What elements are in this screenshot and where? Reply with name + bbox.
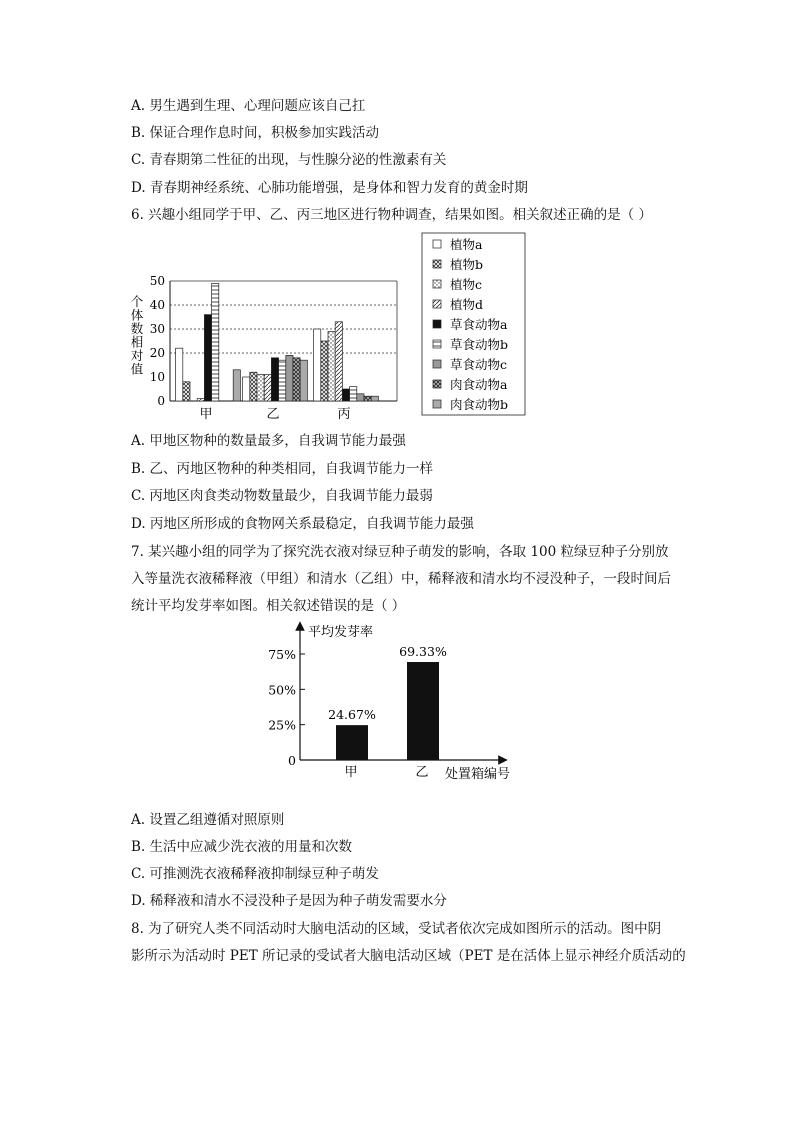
y-axis-label-char: 体 — [130, 307, 144, 323]
y-tick-label: 10 — [149, 370, 165, 384]
y-tick-label: 40 — [149, 298, 165, 312]
q7-option-c: C. 可推测洗衣液稀释液抑制绿豆种子萌发 — [131, 866, 379, 882]
germination-bar-chart — [255, 618, 545, 788]
bar — [407, 662, 439, 760]
x-tick-label: 乙 — [266, 407, 280, 422]
bar — [335, 322, 342, 401]
q5-option-c: C. 青春期第二性征的出现，与性腺分泌的性激素有关 — [131, 152, 447, 168]
legend-label: 植物d — [450, 297, 484, 312]
q7-option-a: A. 设置乙组遵循对照原则 — [131, 812, 285, 828]
q6-stem: 6. 兴趣小组同学于甲、乙、丙三地区进行物种调查，结果如图。相关叙述正确的是（ ） — [131, 207, 652, 223]
q7-stem-line-1: 7. 某兴趣小组的同学为了探究洗衣液对绿豆种子萌发的影响，各取 100 粒绿豆种子分别放 — [131, 544, 669, 560]
bar — [176, 348, 183, 401]
y-axis-label-char: 数 — [130, 321, 144, 336]
bar — [314, 329, 321, 401]
q5-option-b: B. 保证合理作息时间，积极参加实践活动 — [131, 125, 380, 141]
legend-label: 植物c — [450, 277, 483, 292]
y-tick-label: 50% — [268, 682, 296, 698]
q6-option-c: C. 丙地区肉食类动物数量最少，自我调节能力最弱 — [131, 488, 433, 504]
data-label: 24.67% — [328, 707, 376, 723]
legend-swatch — [433, 240, 441, 248]
q6-option-a: A. 甲地区物种的数量最多，自我调节能力最强 — [131, 433, 406, 449]
y-tick-label: 30 — [149, 322, 165, 336]
y-axis-label-char: 值 — [130, 361, 144, 377]
q7-stem-line-3: 统计平均发芽率如图。相关叙述错误的是（ ） — [131, 598, 406, 614]
bar — [321, 341, 328, 401]
x-tick-label: 乙 — [415, 765, 429, 780]
legend-swatch — [433, 400, 441, 408]
q7-stem-line-2: 入等量洗衣液稀释液（甲组）和清水（乙组）中，稀释液和清水均不浸没种子，一段时间后 — [131, 571, 671, 587]
bar — [328, 331, 335, 401]
q5-option-d: D. 青春期神经系统、心肺功能增强，是身体和智力发育的黄金时期 — [131, 180, 528, 196]
legend-label: 肉食动物b — [450, 397, 509, 412]
bar — [350, 387, 357, 401]
legend-label: 植物a — [450, 237, 483, 252]
bar — [336, 725, 368, 760]
q7-option-d: D. 稀释液和清水不浸没种子是因为种子萌发需要水分 — [131, 893, 447, 909]
legend-label: 草食动物b — [450, 337, 509, 352]
y-axis-label-char: 个 — [130, 294, 144, 309]
bar — [197, 399, 204, 401]
bar — [271, 358, 278, 401]
y-tick-label: 0 — [288, 753, 296, 768]
bar — [279, 360, 286, 401]
y-axis-label: 平均发芽率 — [308, 625, 374, 640]
y-tick-label: 0 — [157, 394, 165, 408]
bar — [371, 396, 378, 401]
y-tick-label: 20 — [149, 346, 165, 360]
legend-swatch — [433, 360, 441, 368]
legend-label: 植物b — [450, 257, 484, 272]
bar — [300, 360, 307, 401]
bar — [212, 283, 219, 401]
data-label: 69.33% — [399, 644, 447, 660]
bar — [257, 375, 264, 401]
y-tick-label: 50 — [149, 274, 165, 288]
bar — [286, 355, 293, 401]
bar — [204, 315, 211, 401]
q8-stem-line-1: 8. 为了研究人类不同活动时大脑电活动的区域，受试者依次完成如图所示的活动。图中阴 — [131, 921, 662, 937]
y-tick-label: 75% — [268, 647, 296, 662]
bar — [233, 370, 240, 401]
q7-option-b: B. 生活中应减少洗衣液的用量和次数 — [131, 839, 353, 855]
bar — [357, 394, 364, 401]
bar — [293, 358, 300, 401]
y-tick-label: 25% — [268, 717, 296, 733]
legend-label: 草食动物c — [450, 357, 508, 372]
x-tick-label: 丙 — [337, 407, 351, 422]
legend-label: 肉食动物a — [450, 377, 508, 392]
legend-swatch — [433, 260, 441, 268]
x-tick-label: 甲 — [344, 765, 358, 780]
bar — [183, 382, 190, 401]
legend-swatch — [433, 280, 441, 288]
species-bar-chart — [120, 228, 540, 428]
q6-option-b: B. 乙、丙地区物种的种类相同，自我调节能力一样 — [131, 461, 434, 477]
bar — [264, 375, 271, 401]
q8-stem-line-2: 影所示为活动时 PET 所记录的受试者大脑电活动区域（PET 是在活体上显示神经介质活动的 — [131, 948, 686, 964]
q5-option-a: A. 男生遇到生理、心理问题应该自己扛 — [131, 98, 366, 114]
legend-swatch — [433, 340, 441, 348]
legend-swatch — [433, 320, 441, 328]
x-axis-label: 处置箱编号 — [445, 767, 511, 782]
bar — [250, 372, 257, 401]
legend-swatch — [433, 300, 441, 308]
y-axis-label-char: 相 — [130, 334, 144, 350]
bar — [342, 389, 349, 401]
legend-label: 草食动物a — [450, 317, 508, 332]
legend-swatch — [433, 380, 441, 388]
bar — [364, 396, 371, 401]
q6-option-d: D. 丙地区所形成的食物网关系最稳定，自我调节能力最强 — [131, 516, 474, 532]
bar — [243, 377, 250, 401]
y-axis-label-char: 对 — [130, 348, 144, 363]
x-tick-label: 甲 — [199, 407, 213, 422]
